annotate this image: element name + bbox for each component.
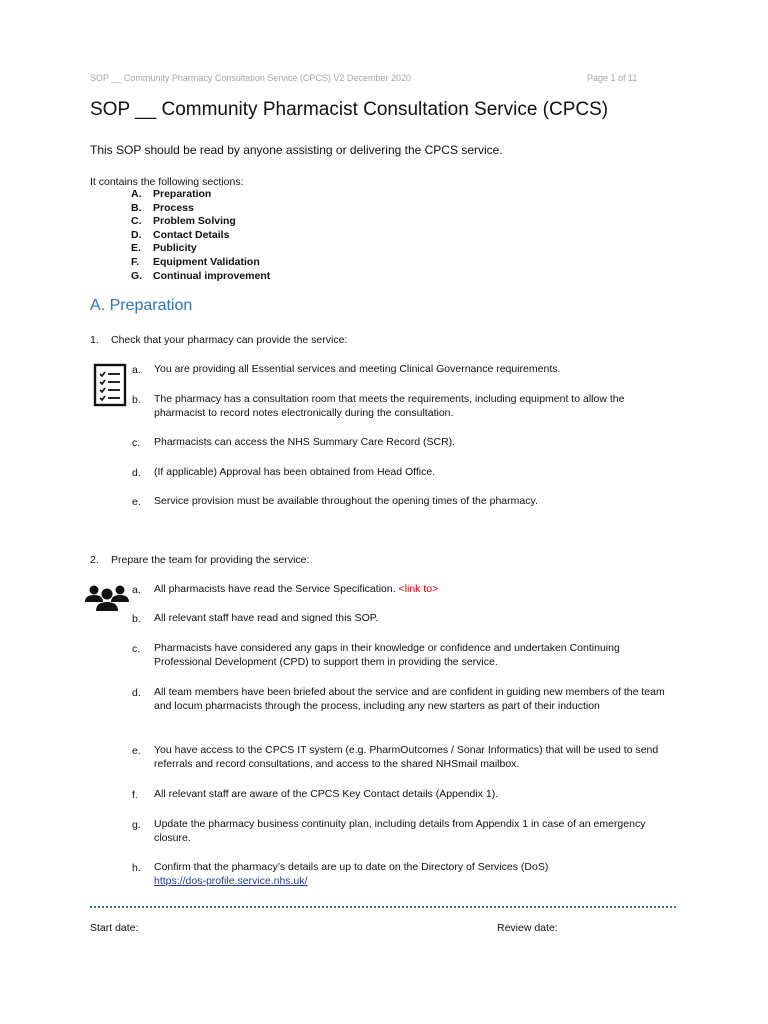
footer-divider (90, 906, 676, 908)
running-header: SOP __ Community Pharmacy Consultation Service (CPCS) V2 December 2020 (90, 73, 411, 83)
step2-item-d: d. All team members have been briefed about the service and are confident in guiding new members of the team and locum pharmacists through the process, including any new starters as part of their induction (132, 686, 665, 712)
section-item-b: B. Process (131, 201, 194, 214)
step2-item-e: e. You have access to the CPCS IT system (e.g. PharmOutcomes / Sonar Informatics) that will be used to send referrals and record consultations, and access to the shared NHSmail mailbox. (132, 744, 659, 770)
intro-text: This SOP should be read by anyone assisting or delivering the CPCS service. (90, 143, 503, 157)
start-date-label: Start date: (90, 922, 139, 934)
step2-item-b: b. All relevant staff have read and signed this SOP. (132, 612, 379, 625)
section-item-f: F. Equipment Validation (131, 255, 260, 268)
step1-item-a: a. You are providing all Essential services and meeting Clinical Governance requirements. (132, 363, 561, 376)
section-item-e: E. Publicity (131, 242, 197, 255)
section-item-a: A. Preparation (131, 188, 212, 200)
step-1: 1. Check that your pharmacy can provide the service: (90, 334, 348, 346)
step2-item-h: h. Confirm that the pharmacy’s details are up to date on the Directory of Services (DoS) https://dos-profile.service.nhs.uk/ (154, 860, 674, 888)
document-title: SOP __ Community Pharmacist Consultation Service (CPCS) (90, 99, 609, 120)
section-item-g: G. Continual improvement (131, 269, 271, 282)
dos-profile-link[interactable]: https://dos-profile.service.nhs.uk/ (154, 875, 308, 887)
section-heading-preparation: A. Preparation (90, 297, 193, 314)
section-item-c: C. Problem Solving (131, 215, 236, 228)
step2-item-c: c. Pharmacists have considered any gaps in their knowledge or confidence and undertaken Continuing Professional Development (CPD) to support them in providing the service. (132, 642, 620, 668)
section-item-d: D. Contact Details (131, 228, 230, 241)
spec-link-placeholder[interactable]: <link to> (398, 583, 439, 595)
step1-item-c: c. Pharmacists can access the NHS Summary Care Record (SCR). (132, 436, 456, 449)
checklist-icon (93, 363, 127, 407)
step2-item-a: a. All pharmacists have read the Service Specification. <link to> (132, 583, 439, 596)
contents-label: It contains the following sections: (90, 176, 244, 188)
sections-list (131, 188, 270, 283)
step2-item-f: f. All relevant staff are aware of the CPCS Key Contact details (Appendix 1). (132, 788, 499, 801)
team-icon (84, 582, 130, 612)
page-number: Page 1 of 11 (587, 73, 638, 83)
step1-item-e: e. Service provision must be available throughout the opening times of the pharmacy. (132, 495, 538, 508)
step1-item-d: d. (If applicable) Approval has been obtained from Head Office. (132, 466, 436, 479)
step1-item-b: b. The pharmacy has a consultation room that meets the requirements, including equipment to allow the pharmacist to record notes electronically during the consultation. (132, 393, 625, 419)
step-2: 2. Prepare the team for providing the service: (90, 554, 310, 566)
review-date-label: Review date: (497, 922, 558, 934)
step2-item-g: g. Update the pharmacy business continuity plan, including details from Appendix 1 in case of an emergency closure. (132, 818, 646, 844)
